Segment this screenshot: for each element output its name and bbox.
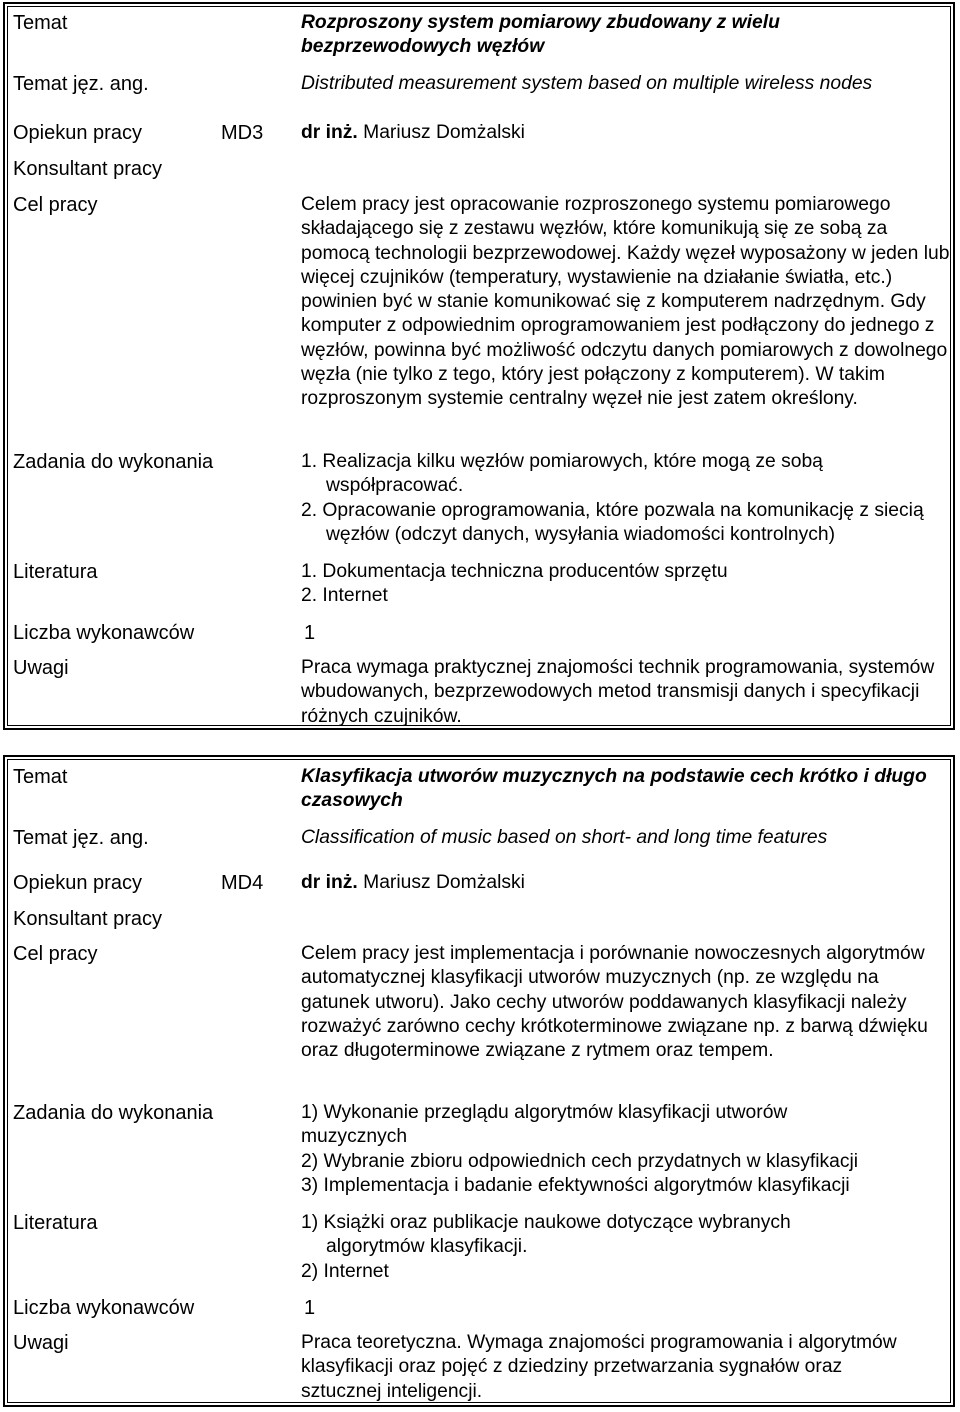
label-temat-ang: Temat jęz. ang. xyxy=(13,73,149,95)
literature-list xyxy=(301,1211,951,1284)
topic-code: MD3 xyxy=(221,122,264,144)
label-opiekun: Opiekun pracy xyxy=(13,122,142,144)
goal: Celem pracy jest implementacja i porównanie nowoczesnych algorytmów automatycznej klasyfikacji utworów muzycznych (np. ze względu na gatunek utworu). Jako cechy utworów poddawanych klasyfikacji należy rozważyć zarówno cechy krótkoterminowe związane np. z barwą dźwięku oraz długoterminowe związane z rytmem oraz tempem. xyxy=(301,943,928,1062)
supervisor-name: Mariusz Domżalski xyxy=(363,872,525,893)
participant-count: 1 xyxy=(304,622,316,644)
supervisor-title: dr inż. xyxy=(301,122,358,143)
participant-count: 1 xyxy=(304,1297,316,1319)
supervisor-title: dr inż. xyxy=(301,872,358,893)
title-pl: Rozproszony system pomiarowy zbudowany z wielu bezprzewodowych węzłów xyxy=(301,12,780,58)
task-item: 1) Wykonanie przeglądu algorytmów klasyfikacji utworów muzycznych xyxy=(301,1102,788,1148)
label-uwagi: Uwagi xyxy=(13,657,69,679)
supervisor-name: Mariusz Domżalski xyxy=(363,122,525,143)
label-zadania: Zadania do wykonania xyxy=(13,1102,214,1124)
label-temat-ang: Temat jęz. ang. xyxy=(13,827,149,849)
label-cel: Cel pracy xyxy=(13,943,98,965)
topic-code: MD4 xyxy=(221,872,264,894)
literature-item: 1. Dokumentacja techniczna producentów sprzętu xyxy=(301,561,728,582)
label-literatura: Literatura xyxy=(13,1212,98,1234)
task-item: 3) Implementacja i badanie efektywności algorytmów klasyfikacji xyxy=(301,1174,850,1196)
topic-card-md3 xyxy=(3,2,955,730)
literature-item: 2. Internet xyxy=(301,585,388,607)
label-temat: Temat xyxy=(13,766,68,788)
label-uwagi: Uwagi xyxy=(13,1332,69,1354)
label-opiekun: Opiekun pracy xyxy=(13,872,142,894)
label-konsultant: Konsultant pracy xyxy=(13,908,162,930)
supervisor xyxy=(301,871,951,895)
label-temat: Temat xyxy=(13,12,68,34)
title-pl: Klasyfikacja utworów muzycznych na podstawie cech krótko i długo czasowych xyxy=(301,766,927,812)
title-en: Classification of music based on short- and long time features xyxy=(301,827,828,848)
label-cel: Cel pracy xyxy=(13,194,98,216)
label-literatura: Literatura xyxy=(13,561,98,583)
task-item: 2. Opracowanie oprogramowania, które pozwala na komunikację z siecią węzłów (odczyt danych, wysyłania wiadomości kontrolnych) xyxy=(301,499,924,545)
task-item: 2) Wybranie zbioru odpowiednich cech przydatnych w klasyfikacji xyxy=(301,1150,859,1172)
notes: Praca teoretyczna. Wymaga znajomości programowania i algorytmów klasyfikacji oraz pojęć z dziedziny przetwarzania sygnałów oraz sztucznej inteligencji. xyxy=(301,1332,897,1402)
label-konsultant: Konsultant pracy xyxy=(13,158,162,180)
literature-item: 1) Książki oraz publikacje naukowe dotyczące wybranych algorytmów klasyfikacji. xyxy=(301,1212,791,1258)
literature-list xyxy=(301,560,951,609)
task-item: 1. Realizacja kilku węzłów pomiarowych, które mogą ze sobą współpracować. xyxy=(301,451,823,497)
label-zadania: Zadania do wykonania xyxy=(13,451,214,473)
title-en: Distributed measurement system based on multiple wireless nodes xyxy=(301,73,873,94)
label-liczba: Liczba wykonawców xyxy=(13,1297,195,1319)
goal: Celem pracy jest opracowanie rozproszonego systemu pomiarowego składającego się z zestawu węzłów, które komunikują się ze sobą za pomocą technologii bezprzewodowej. Każdy węzeł wyposażony w jeden lub więcej czujników (temperatury, wystawienie na działanie światła, etc.) powinien być w stanie komunikować się z komputerem nadrzędnym. Gdy komputer z odpowiednim oprogramowaniem jest podłączony do jednego z węzłów, powinna być możliwość odczytu danych pomiarowych z dowolnego węzła (nie tylko z tego, który jest połączony z komputerem). W takim rozproszonym systemie centralny węzeł nie jest zatem określony. xyxy=(301,194,950,410)
tasks-list xyxy=(301,1101,951,1198)
notes: Praca wymaga praktycznej znajomości technik programowania, systemów wbudowanych, bezprzewodowych metod transmisji danych i specyfikacji różnych czujników. xyxy=(301,657,935,727)
supervisor xyxy=(301,121,951,145)
tasks-list xyxy=(301,450,951,547)
topic-card-md4 xyxy=(3,755,955,1407)
label-liczba: Liczba wykonawców xyxy=(13,622,195,644)
literature-item: 2) Internet xyxy=(301,1260,389,1282)
